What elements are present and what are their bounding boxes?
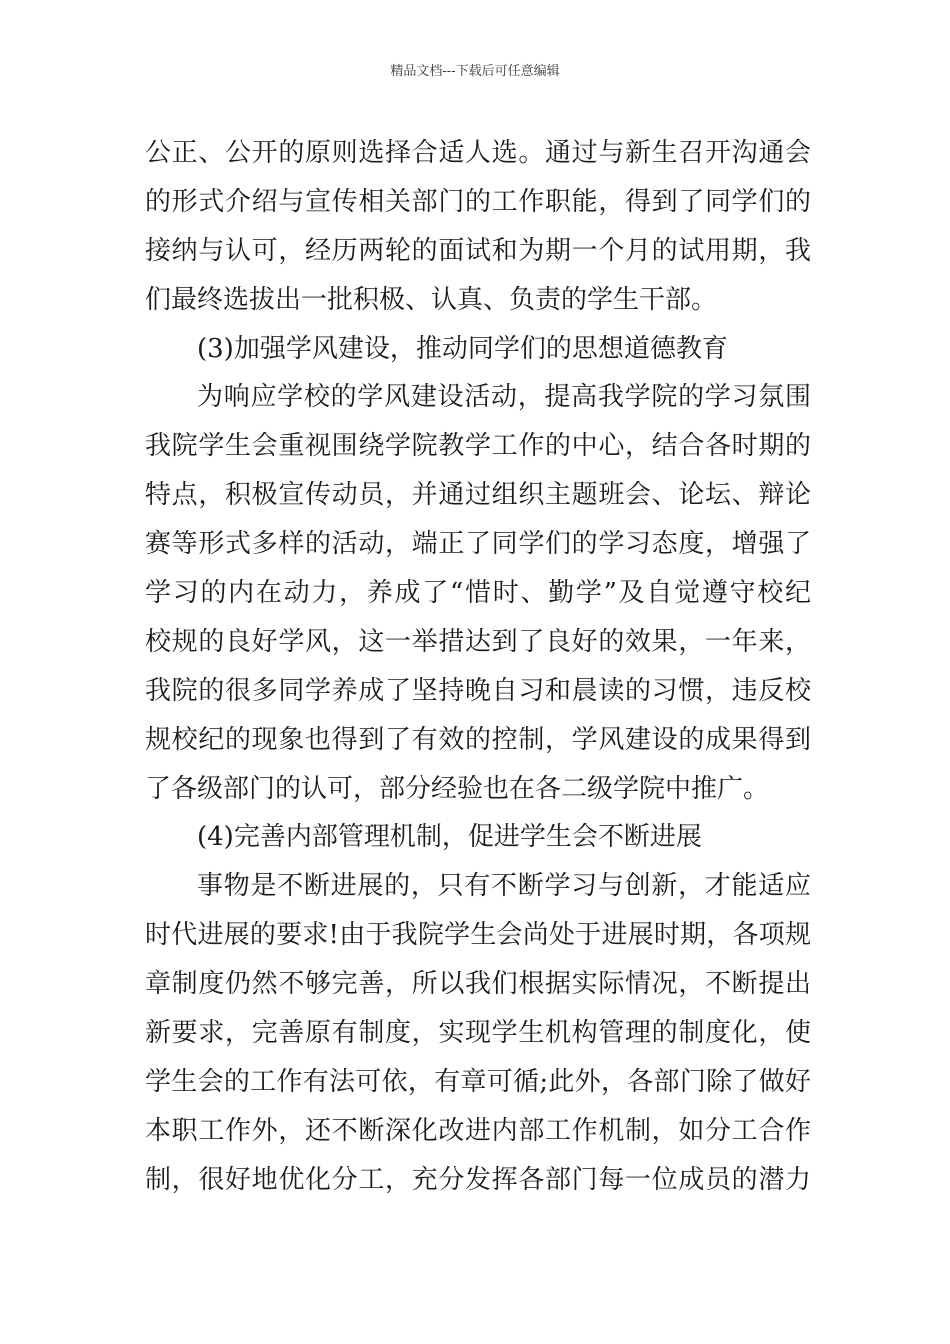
text-line: 新要求，完善原有制度，实现学生机构管理的制度化，使 xyxy=(145,1018,811,1049)
text-line: 公正、公开的原则选择合适人选。通过与新生召开沟通会 xyxy=(145,138,811,168)
text-line: 的形式介绍与宣传相关部门的工作职能，得到了同学们的 xyxy=(145,186,811,217)
section-heading-4: (4)完善内部管理机制，促进学生会不断进展 xyxy=(197,822,702,853)
text-line: 章制度仍然不够完善，所以我们根据实际情况，不断提出 xyxy=(145,969,811,1000)
text-line: 规校纪的现象也得到了有效的控制，学风建设的成果得到 xyxy=(145,724,811,755)
text-line: 们最终选拔出一批积极、认真、负责的学生干部。 xyxy=(145,284,718,315)
text-line: 校规的良好学风，这一举措达到了良好的效果，一年来， xyxy=(145,626,811,657)
text-line: 本职工作外，还不断深化改进内部工作机制，如分工合作 xyxy=(145,1115,811,1146)
document-body xyxy=(145,129,811,1205)
text-line: 我院学生会重视围绕学院教学工作的中心，结合各时期的 xyxy=(145,431,811,462)
page-header: 精品文档---下载后可任意编辑 xyxy=(390,64,560,79)
text-line: 制，很好地优化分工，充分发挥各部门每一位成员的潜力 xyxy=(145,1164,811,1195)
text-line: 学生会的工作有法可依，有章可循;此外，各部门除了做好 xyxy=(145,1066,811,1097)
section-heading-3: (3)加强学风建设，推动同学们的思想道德教育 xyxy=(197,333,728,364)
text-line: 时代进展的要求!由于我院学生会尚处于进展时期，各项规 xyxy=(145,920,811,951)
text-line: 接纳与认可，经历两轮的面试和为期一个月的试用期，我 xyxy=(145,235,811,266)
text-line: 事物是不断进展的，只有不断学习与创新，才能适应 xyxy=(197,871,811,902)
text-line: 了各级部门的认可，部分经验也在各二级学院中推广。 xyxy=(145,773,770,804)
text-line: 学习的内在动力，养成了“惜时、勤学”及自觉遵守校纪 xyxy=(145,578,811,609)
text-line: 赛等形式多样的活动，端正了同学们的学习态度，增强了 xyxy=(145,529,811,560)
text-line: 特点，积极宣传动员，并通过组织主题班会、论坛、辩论 xyxy=(145,480,811,511)
text-line: 为响应学校的学风建设活动，提高我学院的学习氛围 xyxy=(197,382,811,413)
text-line: 我院的很多同学养成了坚持晚自习和晨读的习惯，违反校 xyxy=(145,675,811,706)
